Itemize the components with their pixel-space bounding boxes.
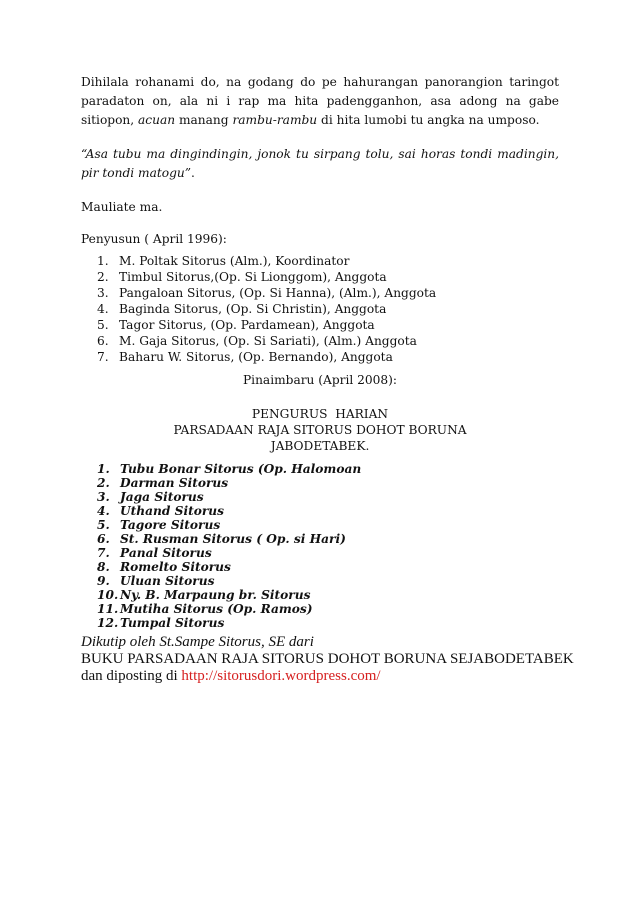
pengurus-item: [97, 602, 361, 616]
pengurus-item-text: Uthand Sitorus: [120, 504, 224, 518]
pengurus-item-text: Ny. B. Marpaung br. Sitorus: [120, 588, 311, 602]
blog-link[interactable]: http://sitorusdori.wordpress.com/: [181, 668, 381, 684]
pengurus-item-number: 7.: [97, 546, 110, 560]
penyusun-heading: Penyusun ( April 1996):: [81, 232, 227, 246]
penyusun-item: [97, 349, 436, 365]
pengurus-item: [97, 574, 361, 588]
intro-rambu: rambu-rambu: [232, 113, 318, 127]
penyusun-item-number: 3.: [97, 286, 109, 300]
pengurus-item-text: Mutiha Sitorus (Op. Ramos): [120, 602, 313, 616]
penyusun-item-number: 2.: [97, 270, 109, 284]
pengurus-item: [97, 518, 361, 532]
penyusun-item-number: 6.: [97, 334, 109, 348]
pengurus-item: [97, 546, 361, 560]
footer-posted: [81, 668, 581, 685]
pengurus-item-number: 2.: [97, 476, 110, 490]
penyusun-item: [97, 333, 436, 349]
footer-book-title: BUKU PARSADAAN RAJA SITORUS DOHOT BORUNA SEJABODETABEK: [81, 651, 574, 667]
pengurus-item-text: Jaga Sitorus: [120, 490, 204, 504]
pengurus-item-text: Tubu Bonar Sitorus (Op. Halomoan: [120, 462, 362, 476]
intro-text-1: Dihilala rohanami do, na godang do pe hahurangan panorangion taringot paradaton on, ala ni i rap ma hita padengganhon, asa adong na gabe sitiopon,: [81, 75, 559, 127]
pengurus-item: [97, 560, 361, 574]
source-footer: [81, 634, 581, 685]
pengurus-item-number: 9.: [97, 574, 110, 588]
quote-end: .: [191, 166, 195, 180]
pengurus-item-number: 1.: [97, 462, 110, 476]
pengurus-item-number: 4.: [97, 504, 110, 518]
pengurus-item-number: 10.: [97, 588, 119, 602]
intro-text-2: manang: [175, 113, 233, 127]
pengurus-title-line-3: JABODETABEK.: [270, 439, 370, 453]
penyusun-item-text: Pangaloan Sitorus, (Op. Si Hanna), (Alm.), Anggota: [119, 286, 437, 300]
penyusun-item: [97, 301, 436, 317]
pengurus-item: [97, 532, 361, 546]
pengurus-item: [97, 462, 361, 476]
pengurus-item-text: Tagore Sitorus: [120, 518, 221, 532]
quote-text: “Asa tubu ma dingindingin, jonok tu sirpang tolu, sai horas tondi madingin, pir tondi matogu”: [81, 147, 559, 180]
footer-citation: Dikutip oleh St.Sampe Sitorus, SE dari: [81, 634, 314, 650]
pengurus-item-number: 11.: [97, 602, 119, 616]
penyusun-item-number: 5.: [97, 318, 109, 332]
penyusun-item-text: Timbul Sitorus,(Op. Si Lionggom), Anggota: [119, 270, 387, 284]
penyusun-item: [97, 317, 436, 333]
intro-acuan: acuan: [138, 113, 176, 127]
penyusun-item-text: Baharu W. Sitorus, (Op. Bernando), Anggota: [119, 350, 393, 364]
penyusun-item: [97, 253, 436, 269]
pengurus-item: [97, 504, 361, 518]
pengurus-item: [97, 588, 361, 602]
penyusun-list: [97, 253, 436, 365]
intro-text-3: di hita lumobi tu angka na umposo.: [317, 113, 540, 127]
pengurus-item: [97, 616, 361, 630]
pengurus-item-text: Darman Sitorus: [120, 476, 229, 490]
penyusun-item: [97, 269, 436, 285]
footer-posted-prefix: dan diposting di: [81, 668, 182, 684]
pengurus-title-line-2: PARSADAAN RAJA SITORUS DOHOT BORUNA: [173, 423, 467, 437]
pengurus-item: [97, 490, 361, 504]
pengurus-item: [97, 476, 361, 490]
quote-paragraph: [81, 145, 559, 183]
pengurus-list: [97, 462, 361, 630]
pengurus-item-text: Romelto Sitorus: [120, 560, 231, 574]
pengurus-item-number: 8.: [97, 560, 110, 574]
penyusun-item-text: Tagor Sitorus, (Op. Pardamean), Anggota: [119, 318, 375, 332]
penyusun-item-number: 4.: [97, 302, 109, 316]
pengurus-item-number: 3.: [97, 490, 110, 504]
penyusun-item-number: 7.: [97, 350, 109, 364]
penyusun-item-number: 1.: [97, 254, 109, 268]
pengurus-item-text: St. Rusman Sitorus ( Op. si Hari): [120, 532, 346, 546]
pengurus-title-line-1: PENGURUS HARIAN: [251, 407, 389, 421]
penyusun-item-text: M. Poltak Sitorus (Alm.), Koordinator: [119, 254, 350, 268]
pengurus-item-text: Uluan Sitorus: [120, 574, 215, 588]
penyusun-item-text: M. Gaja Sitorus, (Op. Si Sariati), (Alm.) Anggota: [119, 334, 417, 348]
intro-paragraph: [81, 73, 559, 130]
thanks-text: Mauliate ma.: [81, 200, 163, 214]
pengurus-item-number: 12.: [97, 616, 119, 630]
pinaimbaru-heading: Pinaimbaru (April 2008):: [242, 373, 398, 387]
penyusun-item: [97, 285, 436, 301]
pengurus-item-number: 5.: [97, 518, 110, 532]
pengurus-item-number: 6.: [97, 532, 110, 546]
pengurus-item-text: Tumpal Sitorus: [120, 616, 225, 630]
pengurus-item-text: Panal Sitorus: [120, 546, 212, 560]
penyusun-item-text: Baginda Sitorus, (Op. Si Christin), Anggota: [119, 302, 387, 316]
